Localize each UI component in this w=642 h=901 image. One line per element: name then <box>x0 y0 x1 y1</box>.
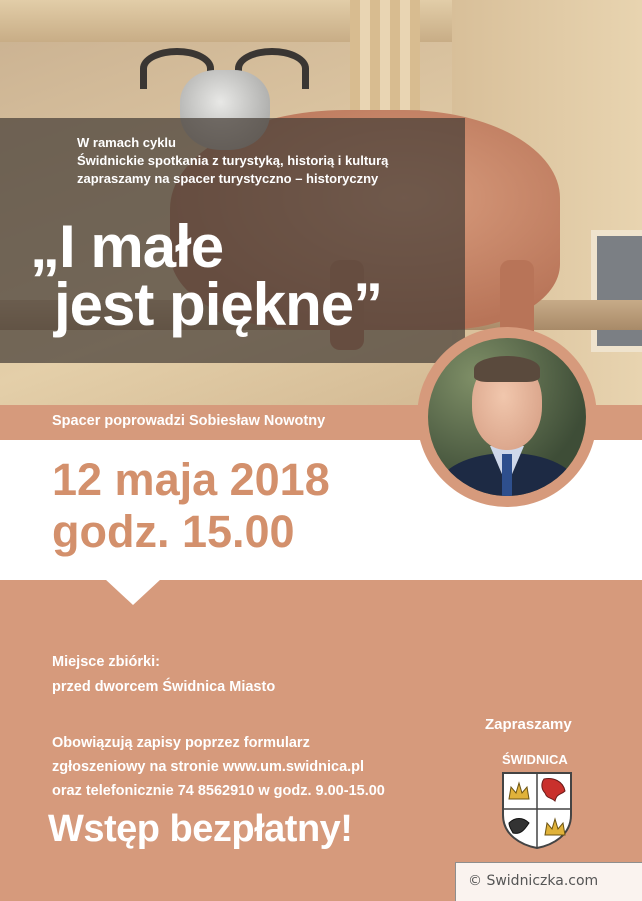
free-admission: Wstęp bezpłatny! <box>48 808 353 850</box>
portrait-tie <box>502 454 512 496</box>
portrait-photo <box>428 338 586 496</box>
registration-line: oraz telefonicznie 74 8562910 w godz. 9.00-15.00 <box>52 783 385 799</box>
registration-line: Obowiązują zapisy poprzez formularz <box>52 735 310 751</box>
guide-text: Spacer poprowadzi Sobiesław Nowotny <box>52 413 326 429</box>
event-title <box>30 213 383 338</box>
event-time: godz. 15.00 <box>52 506 295 557</box>
event-date: 12 maja 2018 <box>52 454 330 505</box>
registration-info <box>52 731 385 803</box>
meeting-label: Miejsce zbiórki: <box>52 654 160 670</box>
photo-credit <box>455 862 642 901</box>
credit-text: © Swidniczka.com <box>468 873 599 889</box>
intro-line: zapraszamy na spacer turystyczno – historyczny <box>77 171 379 186</box>
guide-portrait <box>417 327 597 507</box>
registration-line: zgłoszeniowy na stronie www.um.swidnica.pl <box>52 759 365 775</box>
title-line-2: jest piękne” <box>54 271 383 338</box>
intro-text <box>77 134 388 188</box>
title-line-1: „I małe <box>30 213 224 280</box>
city-name: ŚWIDNICA <box>502 752 568 767</box>
meeting-place: przed dworcem Świdnica Miasto <box>52 679 276 695</box>
intro-line: W ramach cyklu <box>77 135 176 150</box>
invite-text: Zapraszamy <box>485 716 572 733</box>
intro-line: Świdnickie spotkania z turystyką, historią i kulturą <box>77 153 389 168</box>
city-crest-icon <box>501 771 573 849</box>
building-pillar <box>350 0 420 118</box>
portrait-hair <box>474 356 540 382</box>
building-window <box>591 230 642 352</box>
